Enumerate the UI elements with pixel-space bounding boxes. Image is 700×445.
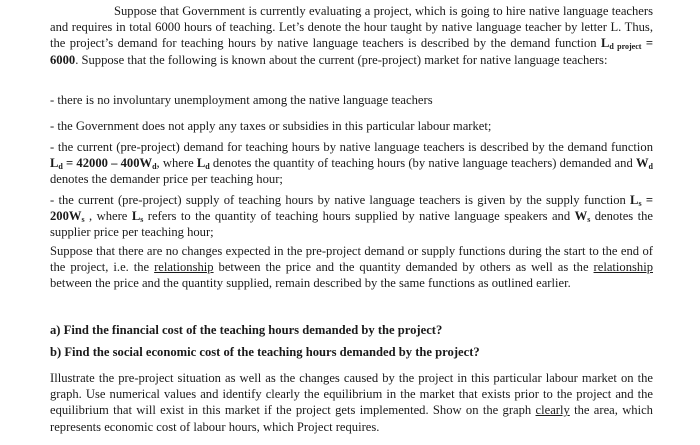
bullet-no-unemployment: - there is no involuntary unemployment among the native language teachers xyxy=(50,93,433,107)
bullet-supply-function: - the current (pre-project) supply of teaching hours by native language teachers is given by the supply function $L_s = 200W_s$ , where $L_s$ refers to the quantity of teaching hours supplied by native language speakers and $W_s$ denotes the supplier price per teaching hour; xyxy=(50,193,654,240)
assumption-paragraph: Suppose that there are no changes expected in the pre-project demand or supply functions during the start to the end of the project, i.e. the relationship between the price and the quantity demanded by others as well as the relationship between the price and the quantity supplied, remain described by the same functions as outlined earlier. xyxy=(50,244,653,291)
bullet-demand-function: - the current (pre-project) demand for teaching hours by native language teachers is described by the demand function $L_d = 42000 - 400W_d$, where $L_d$ denotes the quantity of teaching hours (by native language teachers) demanded and $W_d$ denotes the demander price per teaching hour; xyxy=(50,140,653,187)
question-a: a) Find the financial cost of the teaching hours demanded by the project? xyxy=(50,323,443,337)
supply-equation: $L_s = 200W_s$ xyxy=(50,193,654,225)
illustrate-paragraph: Illustrate the pre-project situation as well as the changes caused by the project in this particular labour market on the graph. Use numerical values and identify clearly the equilibrium in the market that exists prior to the project and the equilibrium that will exist in this market if the project gets implemented. Show on the graph clearly the area, which represents economic cost of labour hours, which Project requires. xyxy=(50,371,653,434)
project-demand-function: $L_{d project} = 6000$ xyxy=(50,36,654,67)
demand-equation: $L_d = 42000 - 400W_d$ xyxy=(50,156,157,172)
intro-paragraph: Suppose that Government is currently evaluating a project, which is going to hire native language teachers and requires in total 6000 hours of teaching. Let’s denote the hour taught by native language teacher by letter L. Thus, the project’s demand for teaching hours by native language teachers is described by the demand function $L_{d project} = 6000$. Suppose that the following is known about the current (pre-project) market for native language teachers: xyxy=(50,4,654,67)
question-b: b) Find the social economic cost of the teaching hours demanded by the project? xyxy=(50,345,480,359)
bullet-no-taxes: - the Government does not apply any taxes or subsidies in this particular labour market; xyxy=(50,119,492,133)
